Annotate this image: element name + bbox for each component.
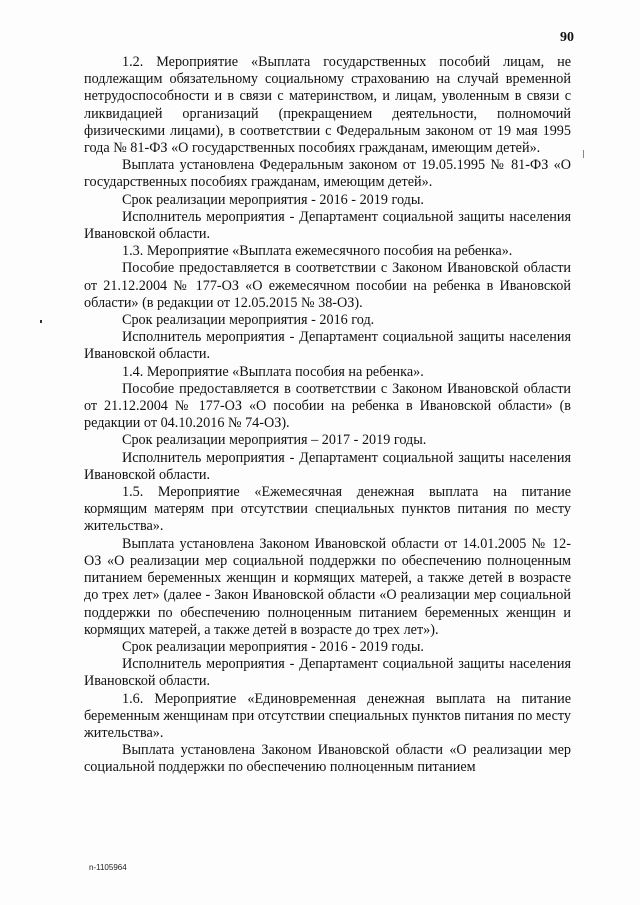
paragraph-1-5-basis: Выплата установлена Законом Ивановской области от 14.01.2005 № 12-ОЗ «О реализации мер социальной поддержки по обеспечению полноценным питанием беременных женщин и кормящих матерей, а также детей в возрасте до трех лет» (далее - Закон Ивановской области «О реализации мер социальной поддержки по обеспечению полноценным питанием беременных женщин и кормящих матерей, а также детей в возрасте до трех лет»). — [84, 535, 571, 638]
paragraph-1-5-executor: Исполнитель мероприятия - Департамент социальной защиты населения Ивановской области. — [84, 656, 571, 690]
paragraph-1-3-title: 1.3. Мероприятие «Выплата ежемесячного пособия на ребенка». — [122, 243, 513, 260]
paragraph-1-2-term: Срок реализации мероприятия - 2016 - 2019 годы. — [122, 191, 424, 208]
scan-speck — [40, 320, 42, 323]
paragraph-1-4-executor: Исполнитель мероприятия - Департамент социальной защиты населения Ивановской области. — [84, 449, 571, 483]
paragraph-1-4-title: 1.4. Мероприятие «Выплата пособия на ребенка». — [122, 363, 424, 380]
paragraph-1-5-term: Срок реализации мероприятия - 2016 - 2019 годы. — [122, 638, 424, 655]
paragraph-1-3-term: Срок реализации мероприятия - 2016 год. — [122, 312, 375, 329]
paragraph-1-2-title: 1.2. Мероприятие «Выплата государственных пособий лицам, не подлежащим обязательному социальному страхованию на случай временной нетрудоспособности и в связи с материнством, и лицам, уволенным в связи с ликвидацией организаций (прекращением деятельности, полномочий физическими лицами), в соответствии с Федеральным законом от 19 мая 1995 года № 81-ФЗ «О государственных пособиях гражданам, имеющим детей». — [84, 54, 571, 157]
page-number: 90 — [560, 30, 574, 45]
scan-speck — [583, 150, 584, 158]
document-code: n-1105964 — [89, 863, 127, 872]
paragraph-1-6-basis: Выплата установлена Законом Ивановской области «О реализации мер социальной поддержки по обеспечению полноценным питанием — [84, 742, 571, 776]
paragraph-1-5-title: 1.5. Мероприятие «Ежемесячная денежная выплата на питание кормящим матерям при отсутствии специальных пунктов питания по месту жительства». — [84, 484, 571, 535]
paragraph-1-6-title: 1.6. Мероприятие «Единовременная денежная выплата на питание беременным женщинам при отсутствии специальных пунктов питания по месту жительства». — [84, 690, 571, 741]
paragraph-1-3-basis: Пособие предоставляется в соответствии с Законом Ивановской области от 21.12.2004 № 177-ОЗ «О ежемесячном пособии на ребенка в Ивановской области» (в редакции от 12.05.2015 № 38-ОЗ). — [84, 260, 571, 311]
paragraph-1-3-executor: Исполнитель мероприятия - Департамент социальной защиты населения Ивановской области. — [84, 329, 571, 363]
paragraph-1-4-basis: Пособие предоставляется в соответствии с Законом Ивановской области от 21.12.2004 № 177-ОЗ «О пособии на ребенка в Ивановской области» (в редакции от 04.10.2016 № 74-ОЗ). — [84, 380, 571, 432]
paragraph-1-2-executor: Исполнитель мероприятия - Департамент социальной защиты населения Ивановской области. — [84, 208, 571, 243]
paragraph-1-4-term: Срок реализации мероприятия – 2017 - 2019 годы. — [122, 432, 427, 449]
document-body — [84, 54, 571, 777]
paragraph-1-2-basis: Выплата установлена Федеральным законом от 19.05.1995 № 81-ФЗ «О государственных пособиях гражданам, имеющим детей». — [84, 157, 571, 191]
